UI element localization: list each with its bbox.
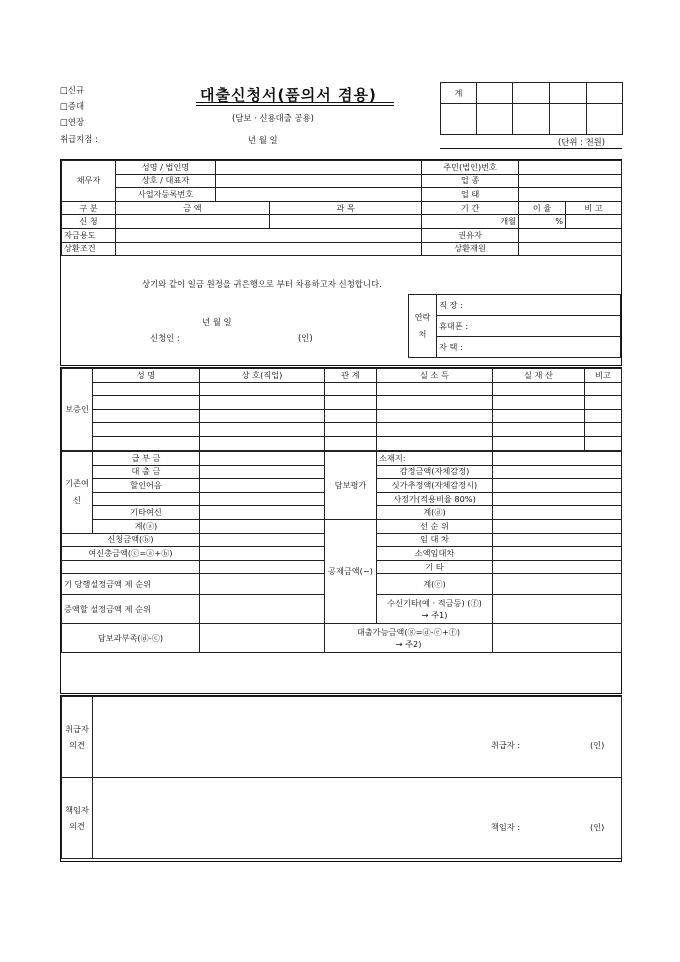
col-remarks: 비 고 (566, 201, 622, 215)
statement-text: 상기와 같이 일금 원정을 귀은행으로 부터 차용하고자 신청합니다. (142, 279, 382, 289)
apply-percent: % (519, 215, 566, 229)
manager-opinion-label: 책임자의견 (62, 778, 93, 859)
col-amount: 금 액 (116, 201, 270, 215)
other-deposits-note: → 주1) (421, 610, 448, 621)
branch-label: 취급지점 : (60, 134, 98, 144)
deduct-small-lease: 소액임대차 (377, 547, 493, 561)
debtor-id-field[interactable] (519, 161, 622, 175)
debtor-name-label: 성명 / 법인명 (116, 161, 216, 175)
handler-opinion-label: 취급자의견 (62, 697, 93, 778)
eval-assessed: 사정가(적용비율 80%) (377, 492, 493, 506)
applicant-label: 신청인 : (150, 333, 180, 343)
collateral-shortage: 담보과부족(ⓓ-ⓒ) (62, 624, 200, 653)
owner-label: 권유자 (422, 228, 519, 242)
existing-other: 기타여신 (93, 506, 200, 520)
existing-benefit: 급 부 금 (93, 452, 200, 466)
apply-subject-field[interactable] (270, 215, 422, 229)
applicant-seal: (인) (298, 333, 313, 343)
total-credit: 여신총금액(ⓒ=ⓐ+ⓑ) (62, 547, 200, 561)
eval-label: 담보평가 (325, 452, 377, 520)
contact-home[interactable]: 자 택 : (437, 337, 621, 358)
deduct-other: 기 타 (377, 560, 493, 574)
existing-discount: 할인어음 (93, 479, 200, 493)
guarantor-row (62, 436, 622, 450)
guarantor-row (62, 396, 622, 410)
deduct-lease: 임 대 차 (377, 533, 493, 547)
g-col-income: 실 소 득 (377, 369, 493, 383)
manager-sign: 책임자 : (491, 822, 521, 832)
debtor-bizno-label: 사업자등록번호 (116, 188, 216, 202)
increase-set-amount: 증액할 설정금액 제 순위 (62, 595, 200, 624)
debtor-industry-label: 업 종 (422, 174, 519, 188)
repay-label: 상환조건 (62, 242, 116, 256)
loanable-note: → 주2) (395, 639, 422, 650)
purpose-field[interactable] (116, 228, 422, 242)
guarantor-row (62, 409, 622, 423)
handler-seal: (인) (590, 740, 605, 750)
debtor-type-label: 업 태 (422, 188, 519, 202)
apply-remarks-field[interactable] (566, 215, 622, 229)
existing-total: 계(ⓐ) (93, 519, 200, 533)
statement-date: 년 월 일 (202, 317, 232, 327)
existing-label: 기존여신 (62, 452, 93, 534)
apply-label: 신 청 (62, 215, 116, 229)
existing-blank (93, 492, 200, 506)
repay-field[interactable] (116, 242, 422, 256)
guarantor-row (62, 423, 622, 437)
debtor-table (61, 160, 622, 256)
repay-source-field[interactable] (519, 242, 622, 256)
eval-total: 계(ⓓ) (377, 506, 493, 520)
opinion-table (61, 696, 622, 859)
debtor-label: 채무자 (62, 161, 116, 202)
title-underline-2 (196, 105, 394, 106)
title-underline (196, 102, 394, 103)
apply-amount-b: 신청금액(ⓑ) (62, 533, 200, 547)
col-rate: 이 율 (519, 201, 566, 215)
checkbox-extend[interactable]: □연장 (60, 117, 85, 127)
deduct-senior: 선 순 위 (377, 519, 493, 533)
manager-opinion-field[interactable] (93, 778, 622, 859)
eval-location: 소재지: (377, 452, 493, 466)
approval-label: 계 (441, 83, 477, 104)
manager-seal: (인) (590, 822, 605, 832)
checkbox-increase[interactable]: □증대 (60, 101, 85, 111)
g-col-relation: 관 계 (325, 369, 377, 383)
debtor-company-label: 상호 / 대표자 (116, 174, 216, 188)
guarantor-row (62, 382, 622, 396)
col-category: 구 분 (62, 201, 116, 215)
contact-label: 연락처 (409, 295, 437, 358)
debtor-bizno-field[interactable] (216, 188, 422, 202)
deduct-label: 공제금액(−) (325, 519, 377, 623)
g-col-remarks: 비고 (585, 369, 622, 383)
current-set-amount: 기 당행설정금액 제 순위 (62, 574, 200, 595)
unit-label: (단위 : 천원) (558, 137, 606, 147)
handler-opinion-field[interactable] (93, 697, 622, 778)
debtor-industry-field[interactable] (519, 174, 622, 188)
debtor-type-field[interactable] (519, 188, 622, 202)
deduct-total: 계(ⓔ) (377, 574, 493, 595)
owner-field[interactable] (519, 228, 622, 242)
contact-work[interactable]: 직 장 : (437, 295, 621, 316)
debtor-company-field[interactable] (216, 174, 422, 188)
subtitle: (담보 · 신용대출 공용) (232, 113, 314, 123)
debtor-id-label: 주민(법인)번호 (422, 161, 519, 175)
purpose-label: 자금용도 (62, 228, 116, 242)
apply-months: 개월 (422, 215, 519, 229)
col-subject: 과 목 (270, 201, 422, 215)
other-deposits: 수신기타(예 · 적금등) (ⓕ) (387, 598, 482, 609)
g-col-name: 성 명 (93, 369, 200, 383)
existing-loan: 대 출 금 (93, 465, 200, 479)
eval-market: 싯가추정액(자체감정시) (377, 479, 493, 493)
loanable-amount: 대출가능금액(ⓖ=ⓓ-ⓔ+ⓕ) (356, 627, 461, 638)
header-date: 년 월 일 (248, 135, 278, 145)
apply-amount-field[interactable] (116, 215, 270, 229)
collateral-table (61, 451, 622, 653)
guarantor-label: 보증인 (62, 369, 93, 451)
contact-table (408, 294, 621, 358)
unit-underline (440, 148, 622, 149)
col-period: 기 간 (422, 201, 519, 215)
repay-source-label: 상환재원 (422, 242, 519, 256)
eval-appraisal: 감정금액(자체감정) (377, 465, 493, 479)
guarantor-table (61, 368, 622, 451)
approval-box (440, 82, 623, 135)
g-col-property: 실 재 산 (493, 369, 585, 383)
handler-sign: 취급자 : (491, 740, 521, 750)
g-col-company: 상 호(직업) (200, 369, 325, 383)
checkbox-new[interactable]: □신규 (60, 85, 85, 95)
contact-mobile[interactable]: 휴대폰 : (437, 316, 621, 337)
page-title: 대출신청서(품의서 겸용) (200, 86, 377, 104)
